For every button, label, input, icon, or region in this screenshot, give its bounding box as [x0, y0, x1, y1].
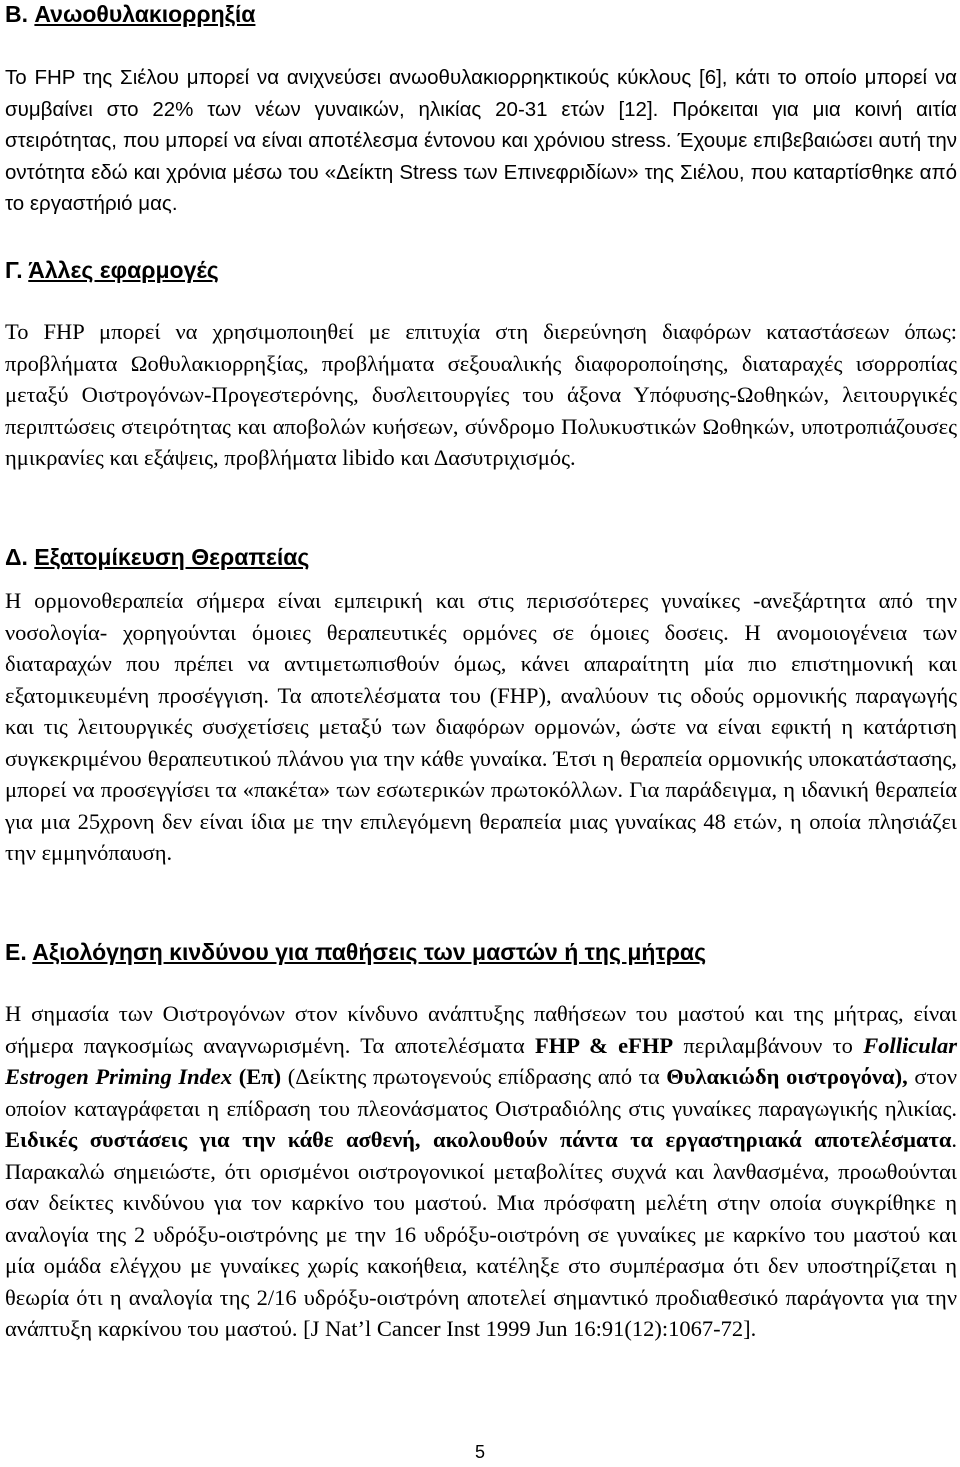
section-heading-b: [5, 0, 255, 28]
text-run-bold-italic: Follicular Estrogen Priming Index: [5, 1032, 957, 1089]
section-heading-d: [5, 543, 309, 571]
section-heading-title: Αξιολόγηση κινδύνου για παθήσεις των μαστών ή της μήτρας: [32, 939, 707, 965]
text-run: Η σημασία των Οιστρογόνων στον κίνδυνο ανάπτυξης παθήσεων του μαστού και της μήτρας, είναι σήμερα παγκοσμίως αναγνωρισμένη. Τα αποτελέσματα: [5, 1001, 957, 1058]
text-run-bold: FHP & eFHP: [535, 1032, 674, 1058]
section-heading-g: [5, 256, 219, 284]
section-heading-title: Άλλες εφαρμογές: [28, 257, 219, 283]
section-heading-title: Εξατομίκευση Θεραπείας: [34, 544, 310, 570]
text-run: . Παρακαλώ σημειώστε, ότι ορισμένοι οιστρογονικοί μεταβολίτες συχνά και λανθασμένα, προωθούνται σαν δείκτες κινδύνου για τον καρκίνο του μαστού. Μια πρόσφατη μελέτη στην οποία συγκρίθηκε η αναλογία της 2 υδρόξυ-οιστρόνης με την 16 υδρόξυ-οιστρόνη σε γυναίκες με καρκίνο του μαστού και μία ομάδα ελέγχου με γυναίκες χωρίς κακοήθεια, κατέληξε στο συμπέρασμα ότι δεν υποστηρίζεται η θεωρία ότι η αναλογία της 2/16 υδρόξυ-οιστρόνη αποτελεί σημαντικό προδιαθεσικό παράγοντα για την ανάπτυξη καρκίνου του μαστού. [J Nat’l Cancer Inst 1999 Jun 16:91(12):1067-72].: [5, 1127, 957, 1341]
text-run: περιλαμβάνουν το: [673, 1032, 864, 1058]
text-run-bold: Θυλακιώδη οιστρογόνα),: [666, 1064, 908, 1089]
section-heading-prefix: Γ.: [5, 257, 23, 283]
section-heading-e: [5, 938, 706, 966]
text-run: (Δείκτης πρωτογενούς επίδρασης από τα: [281, 1064, 667, 1089]
paragraph-anovulation: Το FHP της Σιέλου μπορεί να ανιχνεύσει ανωοθυλακιορρηκτικούς κύκλους [6], κάτι το οποίο μπορεί να συμβαίνει στο 22% των νέων γυναικών, ηλικίας 20-31 ετών [12]. Πρόκειται για μια κοινή αιτία στειρότητας, που μπορεί να είναι αποτέλεσμα έντονου και χρόνιου stress. Έχουμε επιβεβαιώσει αυτή την οντότητα εδώ και χρόνια μέσω του «Δείκτη Stress των Επινεφριδίων» της Σιέλου, που καταρτίσθηκε από το εργαστήριό μας.: [5, 66, 957, 215]
section-heading-prefix: Ε.: [5, 939, 27, 965]
page-number: 5: [474, 1442, 485, 1462]
section-heading-prefix: B.: [5, 1, 28, 27]
paragraph-other-applications: Το FHP μπορεί να χρησιμοποιηθεί με επιτυχία στη διερεύνηση διαφόρων καταστάσεων όπως: προβλήματα Ωοθυλακιορρηξίας, προβλήματα σεξουαλικής διαφοροποίησης, διαταραχές ισορροπίας μεταξύ Οιστρογόνων-Προγεστερόνης, δυσλειτουργίες του άξονα Υπόφυσης-Ωοθηκών, λειτουργικές περιπτώσεις στειρότητας και αποβολών κυήσεων, σύνδρομο Πολυκυστικών Ωοθηκών, υποτροπιάζουσες ημικρανίες και εξάψεις, προβλήματα libido και Δασυτριχισμός.: [5, 319, 957, 470]
text-run: στον οποίον καταγράφεται η επίδραση του πλεονάσματος Οιστραδιόλης στις γυναίκες παραγωγικής ηλικίας.: [5, 1064, 957, 1121]
section-heading-prefix: Δ.: [5, 544, 28, 570]
paragraph-risk-assessment: [5, 998, 957, 1345]
text-run-bold: (Επ): [232, 1064, 282, 1089]
section-heading-title: Ανωοθυλακιορρηξία: [34, 1, 256, 27]
paragraph-therapy-personalization: Η ορμονοθεραπεία σήμερα είναι εμπειρική και στις περισσότερες γυναίκες -ανεξάρτητα από την νοσολογία- χορηγούνται όμοιες θεραπευτικές ορμόνες σε όμοιες δοσεις. Η ανομοιογένεια των διαταραχών που πρέπει να αντιμετωπισθούν όμως, κάνει απαραίτητη μία πιο επιστημονική και εξατομικευμένη προσέγγιση. Τα αποτελέσματα του (FHP), αναλύουν τις οδούς ορμονικής παραγωγής και τις λειτουργικές συσχετίσεις μεταξύ των διαφόρων ορμονών, ώστε να είναι εφικτή η κατάρτιση συγκεκριμένου θεραπευτικού πλάνου για την κάθε γυναίκα. Έτσι η θεραπεία ορμονικής υποκατάστασης, μπορεί να προσεγγίσει τα «πακέτα» των εσωτερικών πρωτοκόλλων. Για παράδειγμα, η ιδανική θεραπεία για μια 25χρονη δεν είναι ίδια με την επιλεγόμενη θεραπεία μιας γυναίκας 48 ετών, η οποία πλησιάζει την εμμηνόπαυση.: [5, 588, 957, 865]
text-run-bold: Ειδικές συστάσεις για την κάθε ασθενή, ακολουθούν πάντα τα εργαστηριακά αποτελέσματα: [5, 1127, 952, 1152]
